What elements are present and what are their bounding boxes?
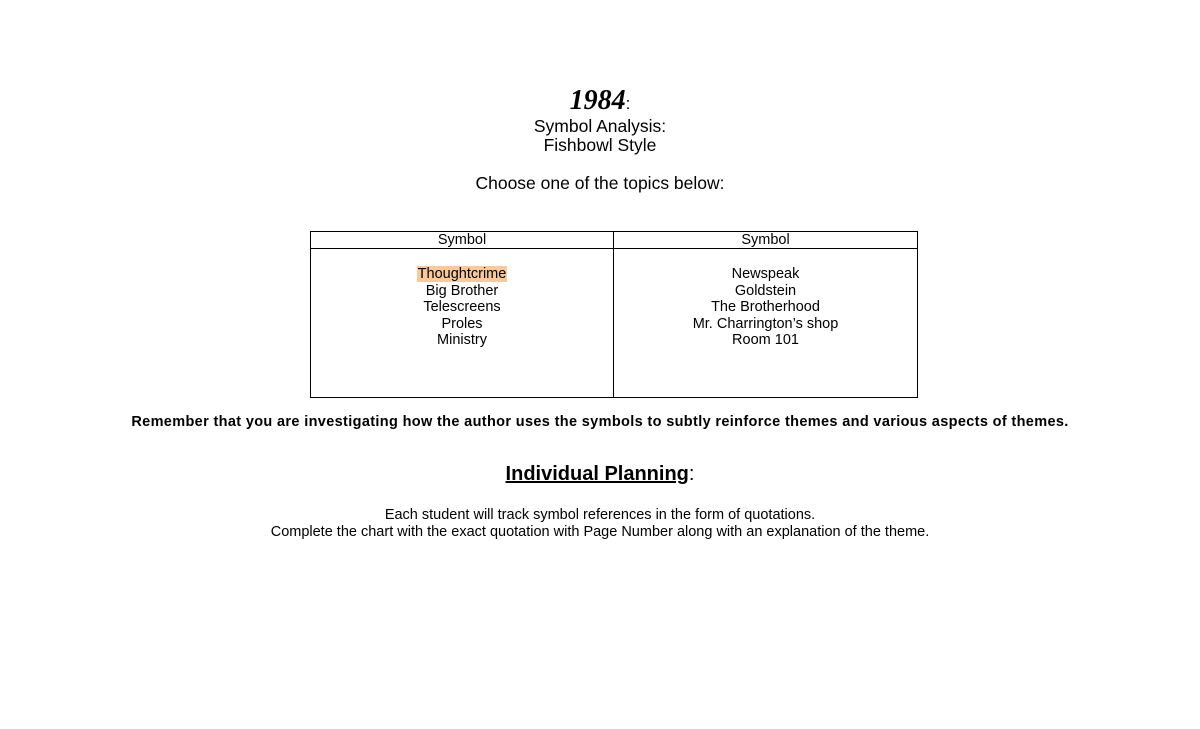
- subtitle-line-1: Symbol Analysis:: [533, 116, 667, 136]
- title-suffix: :: [625, 94, 631, 113]
- highlighted-symbol: Thoughtcrime: [417, 266, 507, 282]
- list-item: Proles: [441, 315, 483, 332]
- planning-heading-suffix: :: [688, 463, 695, 485]
- list-item: Ministry: [437, 332, 487, 349]
- list-item: Big Brother: [425, 282, 499, 299]
- symbol-table: [310, 231, 918, 398]
- table-header-symbol-2: Symbol: [614, 232, 918, 249]
- symbol-list-cell-1: [311, 249, 614, 398]
- title-main: 1984: [569, 85, 626, 116]
- list-item: [311, 266, 613, 283]
- list-item: Room 101: [732, 332, 799, 349]
- reminder-text: Remember that you are investigating how the author uses the symbols to subtly reinforce themes and various aspects of themes.: [131, 414, 1069, 430]
- instruction-text: Choose one of the topics below:: [475, 173, 725, 193]
- planning-heading: [0, 462, 1200, 486]
- symbol-list-cell-2: [614, 249, 918, 398]
- planning-line-1: Each student will track symbol references in the form of quotations.: [384, 507, 816, 523]
- list-item: Telescreens: [423, 299, 501, 316]
- symbol-list-2: [614, 249, 917, 349]
- symbol-list-1: [311, 249, 613, 349]
- list-item: Mr. Charrington’s shop: [692, 315, 839, 332]
- planning-heading-text: Individual Planning: [505, 463, 689, 485]
- table-header-symbol-1: Symbol: [311, 232, 614, 249]
- subtitle-line-2: Fishbowl Style: [543, 135, 657, 155]
- table-header-row: [311, 232, 918, 249]
- table-row: [311, 249, 918, 398]
- list-item: Newspeak: [731, 266, 800, 282]
- list-item: The Brotherhood: [711, 299, 820, 316]
- list-item: Goldstein: [734, 282, 797, 299]
- planning-line-2: Complete the chart with the exact quotation with Page Number along with an explanation of the theme.: [270, 524, 930, 540]
